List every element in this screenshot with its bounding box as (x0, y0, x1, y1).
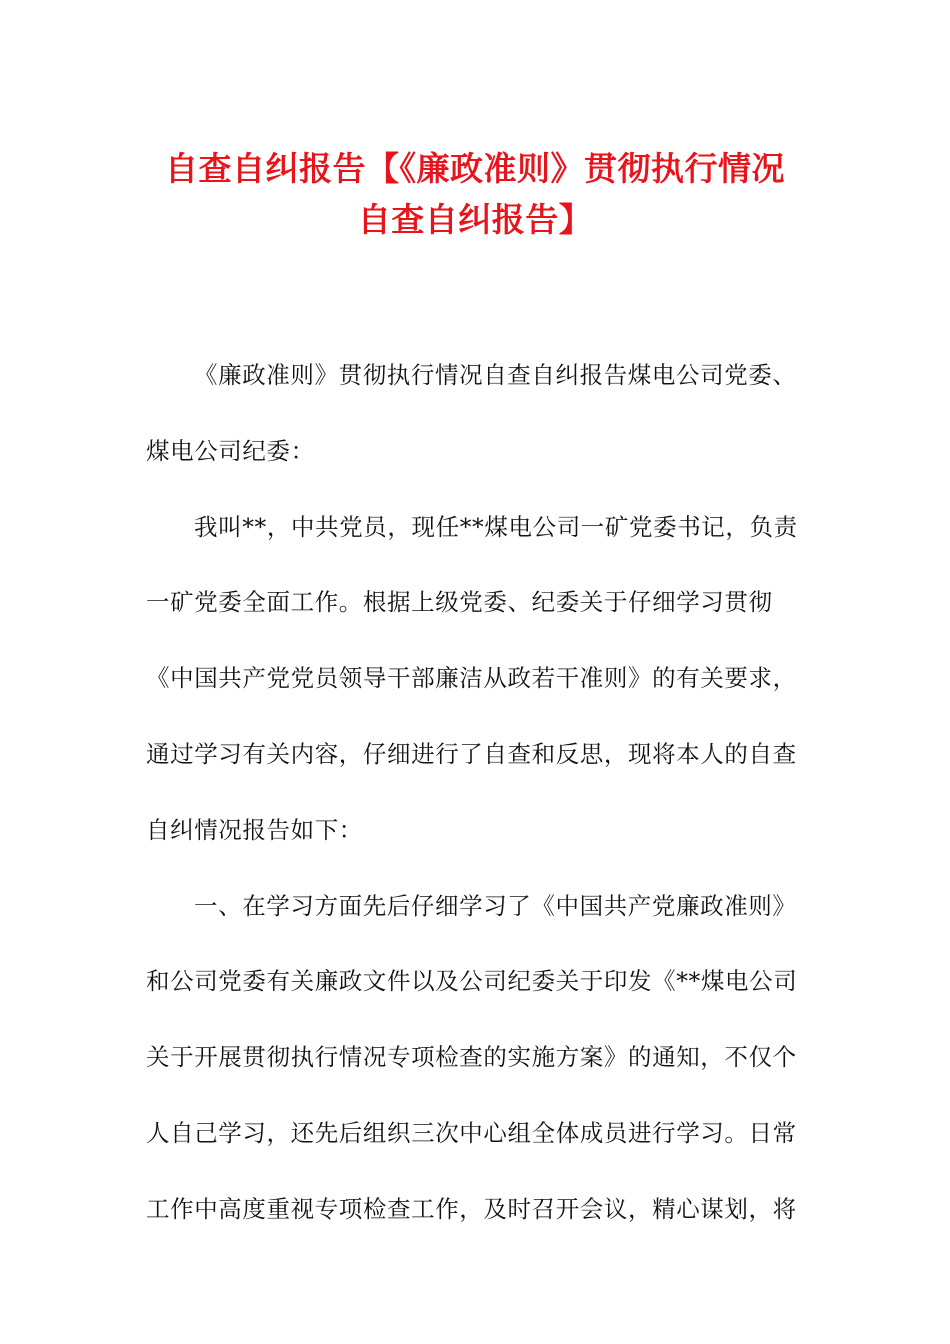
paragraph-line: 人自己学习，还先后组织三次中心组全体成员进行学习。日常 (146, 1118, 797, 1147)
paragraph-line: 关于开展贯彻执行情况专项检查的实施方案》的通知，不仅个 (146, 1043, 797, 1072)
paragraph-line: 一、在学习方面先后仔细学习了《中国共产党廉政准则》 (194, 891, 797, 920)
paragraph-line: 工作中高度重视专项检查工作，及时召开会议，精心谋划，将 (146, 1194, 797, 1223)
paragraph-line: 我叫**，中共党员，现任**煤电公司一矿党委书记，负责 (194, 512, 798, 541)
title-line-2: 自查自纠报告】 (357, 200, 593, 239)
paragraph-line: 自纠情况报告如下： (146, 815, 363, 844)
document-body (146, 338, 796, 1248)
paragraph-line: 通过学习有关内容，仔细进行了自查和反思，现将本人的自查 (146, 739, 797, 768)
paragraph-line: 煤电公司纪委： (146, 436, 315, 465)
document-title (120, 143, 830, 245)
paragraph-line: 一矿党委全面工作。根据上级党委、纪委关于仔细学习贯彻 (146, 588, 773, 617)
paragraph-line: 《廉政准则》贯彻执行情况自查自纠报告煤电公司党委、 (194, 361, 797, 389)
title-line-1: 自查自纠报告【《廉政准则》贯彻执行情况 (165, 149, 785, 188)
paragraph-line: 《中国共产党党员领导干部廉洁从政若干准则》的有关要求， (146, 664, 797, 693)
paragraph-line: 和公司党委有关廉政文件以及公司纪委关于印发《**煤电公司 (146, 967, 798, 996)
